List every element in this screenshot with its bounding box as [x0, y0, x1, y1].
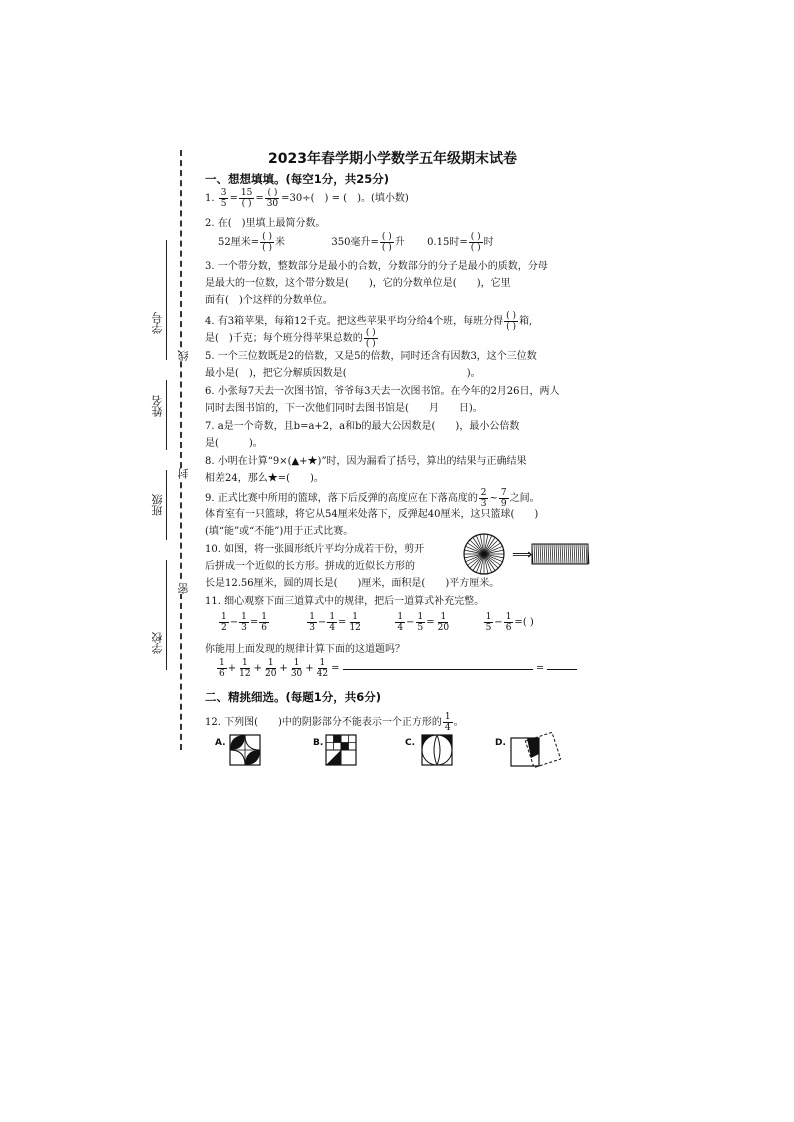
- question-11-line2: 你能用上面发现的规律计算下面的这道题吗？: [205, 644, 405, 655]
- question-4-line1: 4. 有3箱苹果，每箱12千克。把这些苹果平均分给4个班，每班分得 $\frac{( )}{( )}$ 箱,: [205, 311, 533, 332]
- binding-word-seal: 封: [177, 468, 190, 479]
- option-d-label: D.: [495, 738, 506, 748]
- rectangle-strip-line: [580, 544, 581, 564]
- question-8-line2: 相差24，那么★=( )。: [205, 473, 324, 484]
- question-1: 1. $\frac{3}{5}$ = $\frac{15}{( )}$ = $\frac{( )}{30}$ =30÷( ) = ( )。(填小数): [205, 188, 409, 209]
- rectangle-strip-line: [572, 544, 573, 564]
- rectangle-strip-line: [552, 544, 553, 564]
- binding-dashed-line: [180, 150, 182, 750]
- question-6-line1: 6. 小张每7天去一次图书馆，爷爷每3天去一次图书馆。在今年的2月26日，两人: [205, 386, 560, 397]
- rectangle-strip-line: [558, 544, 559, 564]
- question-8-line1: 8. 小明在计算“9×(▲+★)”时，因为漏看了括号，算出的结果与正确结果: [205, 456, 527, 467]
- approx-rectangle: [532, 544, 589, 564]
- exam-title: 2023年春学期小学数学五年级期末试卷: [268, 151, 517, 167]
- rectangle-strip-line: [536, 544, 537, 564]
- binding-word-secret: 密: [177, 583, 190, 594]
- option-b-label: B.: [313, 738, 324, 748]
- question-10-line2: 后拼成一个近似的长方形。拼成的近似长方形的: [205, 561, 415, 572]
- rectangle-strip-line: [554, 544, 555, 564]
- rectangle-strip-line: [566, 544, 567, 564]
- equation-4: $\frac{1}{5}$ − $\frac{1}{6}$ =( ): [485, 612, 534, 633]
- rectangle-strip-line: [546, 544, 547, 564]
- circle-to-rectangle-figure: [462, 532, 592, 576]
- question-12: 12. 下列图( )中的阴影部分不能表示一个正方形的 $\frac{1}{4}$ 。: [205, 712, 464, 733]
- rectangle-strip-line: [560, 544, 561, 564]
- rectangle-strip-line: [574, 544, 575, 564]
- question-3-line1: 3. 一个带分数，整数部分是最小的合数，分数部分的分子是最小的质数，分母: [205, 261, 548, 272]
- option-c-label: C.: [405, 738, 416, 748]
- question-2-items: 52厘米= $\frac{( )}{( )}$ 米 350毫升= $\frac{( )}{( )}$ 升 0.15时= $\frac{( )}{( )}$ 时: [218, 232, 494, 253]
- rectangle-strip-line: [550, 544, 551, 564]
- option-d-figure[interactable]: [509, 732, 563, 772]
- option-b-figure[interactable]: [325, 734, 357, 766]
- name-blank[interactable]: [166, 380, 167, 450]
- school-blank[interactable]: [166, 560, 167, 670]
- question-4-line2: 是( )千克；每个班分得苹果总数的 $\frac{( )}{( )}$: [205, 328, 376, 349]
- rectangle-strip-line: [584, 544, 585, 564]
- label-name: 姓名: [151, 395, 164, 417]
- equation-2: $\frac{1}{3}$ − $\frac{1}{4}$ = $\frac{1}{12}$: [309, 612, 361, 633]
- question-3-line3: 面有( )个这样的分数单位。: [205, 295, 333, 306]
- rectangle-strip-line: [540, 544, 541, 564]
- question-11-equations: [218, 612, 568, 633]
- rectangle-strip-line: [534, 544, 535, 564]
- rectangle-strip-line: [582, 544, 583, 564]
- label-student-number: 学号: [151, 312, 164, 334]
- rectangle-strip-line: [542, 544, 543, 564]
- fraction: $\frac{( )}{30}$: [266, 188, 279, 209]
- rectangle-strip-line: [562, 544, 563, 564]
- question-7-line1: 7. a是一个奇数，且b=a+2，a和b的最大公因数是( )，最小公倍数: [205, 421, 520, 432]
- question-2: 2. 在( )里填上最简分数。: [205, 218, 326, 229]
- answer-blank-short[interactable]: [547, 668, 577, 670]
- question-12-options: [215, 734, 575, 770]
- question-9-line3: (填“能”或“不能”)用于正式比赛。: [205, 526, 354, 537]
- sectored-circle: [464, 534, 504, 574]
- student-number-blank[interactable]: [166, 240, 167, 360]
- question-9-line2: 体育室有一只篮球，将它从54厘米处落下，反弹起40厘米，这只篮球( ): [205, 509, 539, 520]
- rectangle-strip-line: [578, 544, 579, 564]
- option-a-figure[interactable]: [229, 734, 261, 766]
- question-3-line2: 是最大的一位数，这个带分数是( )，它的分数单位是( )，它里: [205, 278, 511, 289]
- rectangle-strip-line: [538, 544, 539, 564]
- rectangle-strip-line: [564, 544, 565, 564]
- rectangle-strip-line: [548, 544, 549, 564]
- rectangle-strip-line: [544, 544, 545, 564]
- equation-1: $\frac{1}{2}$ − $\frac{1}{3}$ = $\frac{1}{6}$: [221, 612, 267, 633]
- section1-heading: 一、想想填填。(每空1分，共25分): [205, 172, 390, 186]
- option-c-figure[interactable]: [421, 734, 453, 766]
- question-11-sum: $\frac{1}{6}$ + $\frac{1}{12}$ + $\frac{1}{20}$ + $\frac{1}{30}$ + $\frac{1}{42}$ = =: [216, 658, 577, 679]
- rectangle-strip-line: [556, 544, 557, 564]
- question-5-line1: 5. 一个三位数既是2的倍数，又是5的倍数，同时还含有因数3，这个三位数: [205, 351, 537, 362]
- answer-blank-long[interactable]: [343, 668, 533, 670]
- class-blank[interactable]: [166, 470, 167, 540]
- binding-word-line: 线: [177, 350, 190, 361]
- fraction: $\frac{3}{5}$: [220, 188, 227, 209]
- question-10-line3: 长是12.56厘米，圆的周长是( )厘米，面积是( )平方厘米。: [205, 578, 500, 589]
- label-school: 学校: [151, 632, 164, 654]
- rectangle-strip-line: [576, 544, 577, 564]
- option-a-label: A.: [215, 738, 226, 748]
- question-5-line2: 最小是( )，把它分解质因数是( )。: [205, 368, 481, 379]
- question-6-line2: 同时去图书馆的，下一次他们同时去图书馆是( 月 日)。: [205, 403, 483, 414]
- label-class: 班级: [151, 494, 164, 516]
- question-9-line1: 9. 正式比赛中所用的篮球，落下后反弹的高度应在下落高度的 $\frac{2}{3}$ ~ $\frac{7}{9}$ 之间。: [205, 488, 540, 509]
- equation-3: $\frac{1}{4}$ − $\frac{1}{5}$ = $\frac{1}{20}$: [397, 612, 450, 633]
- rectangle-strip-line: [568, 544, 569, 564]
- arrow-icon: ⟹: [512, 547, 533, 563]
- fraction: $\frac{15}{( )}$: [240, 188, 253, 209]
- question-10-line1: 10. 如图，将一张圆形纸片平均分成若干份，剪开: [205, 544, 425, 555]
- section2-heading: 二、精挑细选。(每题1分，共6分): [205, 690, 382, 704]
- question-7-line2: 是( )。: [205, 438, 263, 449]
- rectangle-strip-line: [586, 544, 587, 564]
- rectangle-strip-line: [570, 544, 571, 564]
- question-11-line1: 11. 细心观察下面三道算式中的规律，把后一道算式补充完整。: [205, 596, 485, 607]
